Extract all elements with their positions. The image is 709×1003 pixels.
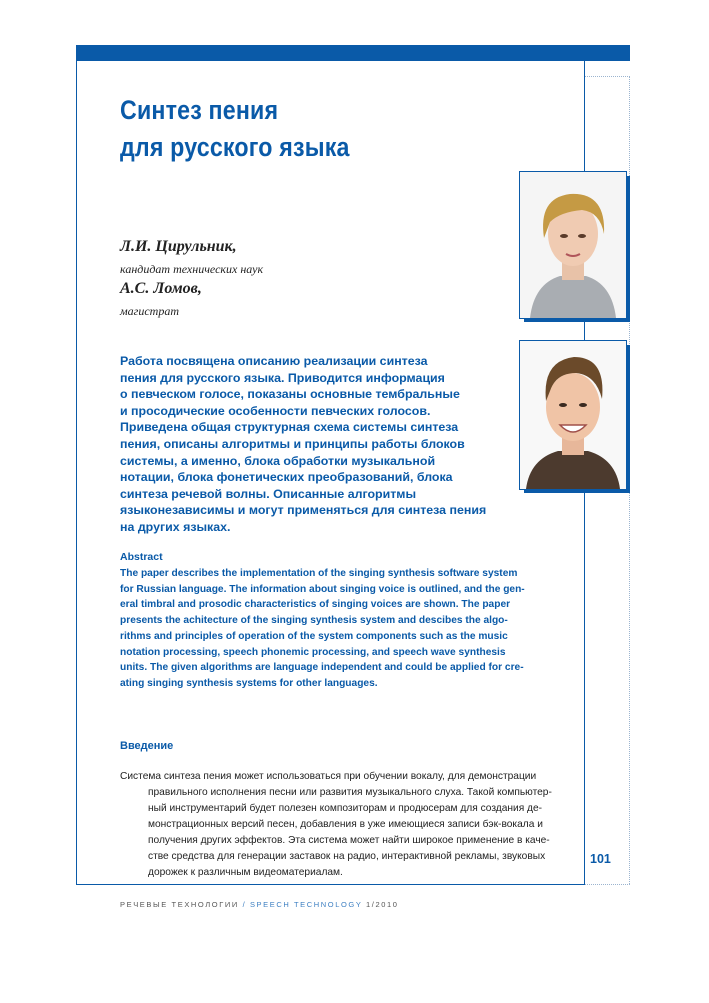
- author-1-photo: [519, 171, 627, 319]
- author-1-name: Л.И. Цирульник,: [120, 238, 237, 255]
- title-line-2: для русского языка: [120, 132, 350, 162]
- lead-line: Работа посвящена описанию реализации синтеза: [120, 354, 428, 368]
- section-heading-introduction: Введение: [120, 740, 174, 752]
- introduction-paragraph: [120, 769, 572, 881]
- intro-line: ный инструментарий будет полезен композиторам и продюсерам для создания де-: [148, 803, 543, 814]
- title-line-1: Синтез пения: [120, 95, 279, 125]
- abstract-line: notation processing, speech phonemic processing, and speech wave synthesis: [120, 646, 506, 658]
- lead-line: о певческом голосе, показаны основные тембральные: [120, 387, 460, 402]
- journal-issue: 1/2010: [366, 900, 399, 909]
- frame-line-left: [76, 61, 77, 884]
- abstract-line: The paper describes the implementation of the singing synthesis software system: [120, 568, 518, 579]
- author-2-photo: [519, 340, 627, 490]
- intro-line: Система синтеза пения может использоваться при обучении вокалу, для демонстрации: [120, 771, 537, 782]
- author-2-degree: магистрат: [120, 304, 179, 318]
- journal-separator: /: [242, 900, 247, 909]
- lead-line: синтеза речевой волны. Описанные алгоритмы: [120, 486, 417, 501]
- lead-line: нотации, блока фонетических преобразований, блока: [120, 470, 453, 485]
- abstract-line: ating singing synthesis systems for other languages.: [120, 677, 378, 689]
- intro-line: получения других эффектов. Эта система может найти широкое применение в каче-: [148, 835, 550, 846]
- intro-line: правильного исполнения песни или развития музыкального слуха. Такой компьютер-: [148, 787, 552, 798]
- lead-line: Приведена общая структурная схема системы синтеза: [120, 420, 459, 435]
- lead-line: на других языках.: [120, 519, 231, 534]
- lead-line: пения для русского языка. Приводится информация: [120, 370, 445, 385]
- author-2-portrait-icon: [520, 341, 626, 489]
- abstract-line: rithms and principles of operation of the system components such as the music: [120, 630, 508, 642]
- lead-line: пения, описаны алгоритмы и принципы работы блоков: [120, 436, 465, 451]
- lead-line: и просодические особенности певческих голосов.: [120, 403, 431, 418]
- abstract-body: [120, 566, 565, 692]
- intro-line: дорожек к различным видеоматериалам.: [148, 867, 343, 878]
- abstract-line: for Russian language. The information about singing voice is outlined, and the gen-: [120, 583, 525, 595]
- lead-summary: [120, 353, 515, 536]
- article-title: [120, 92, 464, 166]
- intro-line: стве средства для генерации заставок на радио, интерактивной рекламы, звуковых: [148, 851, 546, 862]
- margin-dotted-top: [585, 76, 630, 77]
- abstract-line: units. The given algorithms are language independent and could be applied for cre-: [120, 662, 524, 674]
- lead-line: языконезависимы и могут применяться для синтеза пения: [120, 503, 487, 518]
- abstract-line: eral timbral and prosodic characteristics of singing voices are shown. The paper: [120, 599, 511, 611]
- frame-line-bottom: [76, 884, 585, 885]
- page-number: 101: [590, 852, 611, 866]
- intro-line: монстрационных версий песен, добавления в уже имеющиеся записи бэк-вокала и: [148, 819, 543, 830]
- journal-footer: [120, 900, 399, 909]
- lead-line: системы, а именно, блока обработки музыкальной: [120, 453, 436, 468]
- author-2-name: А.С. Ломов,: [120, 280, 202, 297]
- author-1-portrait-icon: [520, 172, 626, 318]
- author-1-degree: кандидат технических наук: [120, 262, 264, 276]
- margin-dotted-bottom: [585, 884, 630, 885]
- header-bar: [76, 45, 630, 61]
- abstract-heading: Abstract: [120, 551, 163, 563]
- journal-name-en: SPEECH TECHNOLOGY: [249, 900, 363, 909]
- abstract-line: presents the achitecture of the singing synthesis system and descibes the algo-: [120, 615, 508, 627]
- journal-name-ru: РЕЧЕВЫЕ ТЕХНОЛОГИИ: [120, 900, 239, 909]
